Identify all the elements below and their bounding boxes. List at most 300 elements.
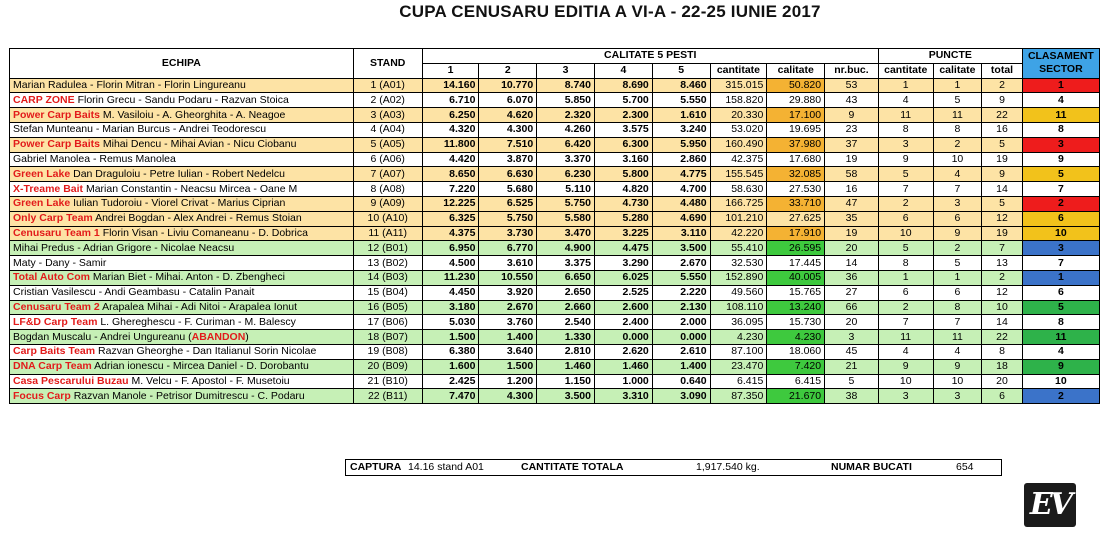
points-calitate-cell: 10 <box>933 152 982 167</box>
table-row <box>10 359 1100 374</box>
subheader-cell: calitate <box>767 63 825 78</box>
cantitate-cell: 166.725 <box>710 196 767 211</box>
fish-weight-cell: 2.810 <box>537 344 595 359</box>
fish-weight-cell: 2.670 <box>479 300 537 315</box>
page-title: CUPA CENUSARU EDITIA A VI-A - 22-25 IUNIE 2017 <box>399 2 821 21</box>
points-cantitate-cell: 6 <box>878 211 933 226</box>
nr-buc-cell: 19 <box>825 226 879 241</box>
team-cell <box>10 211 354 226</box>
cantitate-cell: 42.220 <box>710 226 767 241</box>
points-total-cell: 12 <box>982 285 1023 300</box>
team-cell <box>10 167 354 182</box>
fish-weight-cell: 2.320 <box>537 108 595 123</box>
stand-cell: 1 (A01) <box>353 78 422 93</box>
table-row <box>10 196 1100 211</box>
calitate-cell: 29.880 <box>767 93 825 108</box>
table-row <box>10 182 1100 197</box>
fish-weight-cell: 3.470 <box>537 226 595 241</box>
fish-weight-cell: 3.180 <box>422 300 479 315</box>
calitate-cell: 21.670 <box>767 389 825 404</box>
header-echipa: ECHIPA <box>10 49 354 79</box>
calitate-cell: 17.910 <box>767 226 825 241</box>
fish-weight-cell: 8.460 <box>652 78 710 93</box>
cantitate-cell: 23.470 <box>710 359 767 374</box>
points-calitate-cell: 1 <box>933 78 982 93</box>
fish-weight-cell: 14.160 <box>422 78 479 93</box>
team-members: Gabriel Manolea - Remus Manolea <box>13 152 176 165</box>
team-brand: Casa Pescarului Buzau <box>13 374 129 387</box>
rank-badge: 5 <box>1022 300 1099 315</box>
team-members: Andrei Bogdan - Alex Andrei - Remus Stoian <box>95 212 302 225</box>
team-members: L. Ghereghescu - F. Curiman - M. Balescy <box>100 315 296 328</box>
fish-weight-cell: 3.870 <box>479 152 537 167</box>
points-total-cell: 20 <box>982 374 1023 389</box>
cantitate-cell: 108.110 <box>710 300 767 315</box>
team-members: Florin Grecu - Sandu Podaru - Razvan Stoica <box>77 93 289 106</box>
fish-weight-cell: 1.610 <box>652 108 710 123</box>
header-clasament-line2: SECTOR <box>1039 63 1083 76</box>
stand-cell: 22 (B11) <box>353 389 422 404</box>
points-calitate-cell: 8 <box>933 300 982 315</box>
calitate-cell: 17.680 <box>767 152 825 167</box>
calitate-cell: 37.980 <box>767 137 825 152</box>
fish-weight-cell: 4.730 <box>594 196 652 211</box>
points-total-cell: 14 <box>982 315 1023 330</box>
nr-buc-cell: 58 <box>825 167 879 182</box>
fish-weight-cell: 3.090 <box>652 389 710 404</box>
points-cantitate-cell: 11 <box>878 108 933 123</box>
calitate-cell: 6.415 <box>767 374 825 389</box>
team-brand: X-Treame Bait <box>13 182 84 195</box>
header-stand: STAND <box>353 49 422 79</box>
fish-weight-cell: 3.920 <box>479 285 537 300</box>
rank-badge: 3 <box>1022 137 1099 152</box>
rank-badge: 4 <box>1022 93 1099 108</box>
team-brand: Cenusaru Team 1 <box>13 226 100 239</box>
fish-weight-cell: 2.660 <box>537 300 595 315</box>
nr-buc-cell: 20 <box>825 241 879 256</box>
nr-buc-cell: 35 <box>825 211 879 226</box>
cantitate-cell: 101.210 <box>710 211 767 226</box>
points-cantitate-cell: 10 <box>878 374 933 389</box>
fish-weight-cell: 11.800 <box>422 137 479 152</box>
nr-buc-cell: 27 <box>825 285 879 300</box>
rank-badge: 11 <box>1022 108 1099 123</box>
points-calitate-cell: 5 <box>933 256 982 271</box>
fish-weight-cell: 3.370 <box>537 152 595 167</box>
abandon-label: ABANDON <box>191 330 246 343</box>
table-row <box>10 374 1100 389</box>
fish-weight-cell: 3.640 <box>479 344 537 359</box>
points-total-cell: 22 <box>982 108 1023 123</box>
nr-buc-cell: 3 <box>825 330 879 345</box>
team-brand: Cenusaru Team 2 <box>13 300 100 313</box>
table-row <box>10 300 1100 315</box>
stand-cell: 20 (B09) <box>353 359 422 374</box>
team-cell <box>10 226 354 241</box>
fish-weight-cell: 4.480 <box>652 196 710 211</box>
table-row <box>10 137 1100 152</box>
results-table <box>9 48 1100 404</box>
team-cell <box>10 122 354 137</box>
team-brand: Power Carp Baits <box>13 108 100 121</box>
points-calitate-cell: 5 <box>933 93 982 108</box>
team-brand: LF&D Carp Team <box>13 315 98 328</box>
table-row <box>10 122 1100 137</box>
rank-badge: 1 <box>1022 270 1099 285</box>
team-members-end: ) <box>245 330 249 343</box>
fish-weight-cell: 4.900 <box>537 241 595 256</box>
points-calitate-cell: 9 <box>933 359 982 374</box>
subheader-cell: cantitate <box>710 63 767 78</box>
fish-weight-cell: 6.070 <box>479 93 537 108</box>
table-row <box>10 344 1100 359</box>
team-cell <box>10 330 354 345</box>
subheader-cell: 3 <box>537 63 595 78</box>
nr-buc-cell: 38 <box>825 389 879 404</box>
points-cantitate-cell: 4 <box>878 93 933 108</box>
team-cell <box>10 389 354 404</box>
table-row <box>10 315 1100 330</box>
team-cell <box>10 241 354 256</box>
header-clasament-sector <box>1022 49 1099 79</box>
count-value: 654 <box>956 461 974 473</box>
rank-badge: 5 <box>1022 167 1099 182</box>
stand-cell: 8 (A08) <box>353 182 422 197</box>
table-row <box>10 152 1100 167</box>
fish-weight-cell: 5.950 <box>652 137 710 152</box>
fish-weight-cell: 6.230 <box>537 167 595 182</box>
fish-weight-cell: 6.525 <box>479 196 537 211</box>
fish-weight-cell: 3.225 <box>594 226 652 241</box>
nr-buc-cell: 66 <box>825 300 879 315</box>
fish-weight-cell: 5.800 <box>594 167 652 182</box>
fish-weight-cell: 4.820 <box>594 182 652 197</box>
fish-weight-cell: 7.510 <box>479 137 537 152</box>
team-brand: Carp Baits Team <box>13 345 96 358</box>
calitate-cell: 50.820 <box>767 78 825 93</box>
points-cantitate-cell: 11 <box>878 330 933 345</box>
points-cantitate-cell: 2 <box>878 196 933 211</box>
calitate-cell: 40.005 <box>767 270 825 285</box>
fish-weight-cell: 2.300 <box>594 108 652 123</box>
fish-weight-cell: 1.400 <box>652 359 710 374</box>
points-cantitate-cell: 1 <box>878 78 933 93</box>
points-calitate-cell: 7 <box>933 315 982 330</box>
header-calitate-group: CALITATE 5 PESTI <box>422 49 878 64</box>
fish-weight-cell: 3.610 <box>479 256 537 271</box>
fish-weight-cell: 5.280 <box>594 211 652 226</box>
fish-weight-cell: 2.000 <box>652 315 710 330</box>
stand-cell: 10 (A10) <box>353 211 422 226</box>
rank-badge: 1 <box>1022 78 1099 93</box>
team-members: Razvan Gheorghe - Dan Italianul Sorin Nicolae <box>98 345 317 358</box>
team-cell <box>10 359 354 374</box>
points-total-cell: 18 <box>982 359 1023 374</box>
fish-weight-cell: 5.550 <box>652 93 710 108</box>
fish-weight-cell: 4.775 <box>652 167 710 182</box>
team-cell <box>10 256 354 271</box>
fish-weight-cell: 4.700 <box>652 182 710 197</box>
calitate-cell: 32.085 <box>767 167 825 182</box>
calitate-cell: 27.625 <box>767 211 825 226</box>
calitate-cell: 27.530 <box>767 182 825 197</box>
fish-weight-cell: 5.850 <box>537 93 595 108</box>
fish-weight-cell: 3.160 <box>594 152 652 167</box>
ev-logo-text: EV <box>1029 487 1071 522</box>
calitate-cell: 13.240 <box>767 300 825 315</box>
nr-buc-cell: 5 <box>825 374 879 389</box>
captura-label: CAPTURA <box>350 461 402 473</box>
fish-weight-cell: 3.500 <box>652 241 710 256</box>
points-total-cell: 19 <box>982 226 1023 241</box>
team-brand: DNA Carp Team <box>13 360 92 373</box>
rank-badge: 11 <box>1022 330 1099 345</box>
team-members: Iulian Tudoroiu - Viorel Crivat - Marius Ciprian <box>73 197 286 210</box>
stand-cell: 4 (A04) <box>353 122 422 137</box>
fish-weight-cell: 7.470 <box>422 389 479 404</box>
nr-buc-cell: 37 <box>825 137 879 152</box>
team-cell <box>10 300 354 315</box>
points-total-cell: 22 <box>982 330 1023 345</box>
points-total-cell: 14 <box>982 182 1023 197</box>
fish-weight-cell: 6.650 <box>537 270 595 285</box>
fish-weight-cell: 3.730 <box>479 226 537 241</box>
cantitate-cell: 87.100 <box>710 344 767 359</box>
calitate-cell: 15.765 <box>767 285 825 300</box>
team-members: Mihai Predus - Adrian Grigore - Nicolae Neacsu <box>13 241 235 254</box>
team-cell <box>10 196 354 211</box>
team-members: Mihai Dencu - Mihai Avian - Nicu Ciobanu <box>102 138 297 151</box>
fish-weight-cell: 0.000 <box>594 330 652 345</box>
cantitate-cell: 58.630 <box>710 182 767 197</box>
points-total-cell: 9 <box>982 93 1023 108</box>
team-cell <box>10 93 354 108</box>
nr-buc-cell: 21 <box>825 359 879 374</box>
team-members: M. Velcu - F. Apostol - F. Musetoiu <box>131 374 290 387</box>
stand-cell: 2 (A02) <box>353 93 422 108</box>
rank-badge: 7 <box>1022 256 1099 271</box>
points-total-cell: 6 <box>982 389 1023 404</box>
fish-weight-cell: 2.400 <box>594 315 652 330</box>
fish-weight-cell: 3.760 <box>479 315 537 330</box>
points-calitate-cell: 3 <box>933 196 982 211</box>
stand-cell: 14 (B03) <box>353 270 422 285</box>
points-cantitate-cell: 3 <box>878 389 933 404</box>
points-cantitate-cell: 5 <box>878 167 933 182</box>
stand-cell: 9 (A09) <box>353 196 422 211</box>
team-cell <box>10 285 354 300</box>
cantitate-cell: 160.490 <box>710 137 767 152</box>
fish-weight-cell: 6.630 <box>479 167 537 182</box>
fish-weight-cell: 2.610 <box>652 344 710 359</box>
rank-badge: 10 <box>1022 226 1099 241</box>
cantitate-cell: 36.095 <box>710 315 767 330</box>
calitate-cell: 26.595 <box>767 241 825 256</box>
points-calitate-cell: 6 <box>933 285 982 300</box>
team-members: Bogdan Muscalu - Andrei Ungureanu ( <box>13 330 192 343</box>
stand-cell: 3 (A03) <box>353 108 422 123</box>
cantitate-cell: 42.375 <box>710 152 767 167</box>
team-cell <box>10 152 354 167</box>
calitate-cell: 15.730 <box>767 315 825 330</box>
fish-weight-cell: 4.300 <box>479 389 537 404</box>
points-total-cell: 5 <box>982 196 1023 211</box>
rank-badge: 6 <box>1022 285 1099 300</box>
ev-logo <box>1024 483 1076 527</box>
fish-weight-cell: 2.525 <box>594 285 652 300</box>
fish-weight-cell: 10.550 <box>479 270 537 285</box>
team-members: Dan Draguloiu - Petre Iulian - Robert Nedelcu <box>73 167 285 180</box>
team-brand: Only Carp Team <box>13 212 93 225</box>
nr-buc-cell: 53 <box>825 78 879 93</box>
fish-weight-cell: 8.650 <box>422 167 479 182</box>
fish-weight-cell: 2.130 <box>652 300 710 315</box>
table-row <box>10 167 1100 182</box>
table-row <box>10 211 1100 226</box>
rank-badge: 8 <box>1022 315 1099 330</box>
stand-cell: 17 (B06) <box>353 315 422 330</box>
fish-weight-cell: 1.460 <box>594 359 652 374</box>
table-row <box>10 270 1100 285</box>
total-label: CANTITATE TOTALA <box>521 461 624 473</box>
nr-buc-cell: 23 <box>825 122 879 137</box>
fish-weight-cell: 2.620 <box>594 344 652 359</box>
subheader-cell: 4 <box>594 63 652 78</box>
points-calitate-cell: 2 <box>933 241 982 256</box>
subheader-cell: cantitate <box>878 63 933 78</box>
points-calitate-cell: 11 <box>933 108 982 123</box>
points-total-cell: 2 <box>982 78 1023 93</box>
stand-cell: 5 (A05) <box>353 137 422 152</box>
points-cantitate-cell: 6 <box>878 285 933 300</box>
fish-weight-cell: 1.200 <box>479 374 537 389</box>
calitate-cell: 18.060 <box>767 344 825 359</box>
subheader-cell: 2 <box>479 63 537 78</box>
nr-buc-cell: 9 <box>825 108 879 123</box>
fish-weight-cell: 4.375 <box>422 226 479 241</box>
fish-weight-cell: 1.150 <box>537 374 595 389</box>
table-row <box>10 108 1100 123</box>
nr-buc-cell: 36 <box>825 270 879 285</box>
team-brand: Focus Carp <box>13 389 71 402</box>
fish-weight-cell: 3.375 <box>537 256 595 271</box>
cantitate-cell: 158.820 <box>710 93 767 108</box>
cantitate-cell: 315.015 <box>710 78 767 93</box>
points-calitate-cell: 4 <box>933 167 982 182</box>
points-cantitate-cell: 7 <box>878 182 933 197</box>
fish-weight-cell: 1.330 <box>537 330 595 345</box>
fish-weight-cell: 5.750 <box>537 196 595 211</box>
rank-badge: 10 <box>1022 374 1099 389</box>
team-brand: CARP ZONE <box>13 93 75 106</box>
points-total-cell: 9 <box>982 167 1023 182</box>
points-cantitate-cell: 2 <box>878 300 933 315</box>
stand-cell: 6 (A06) <box>353 152 422 167</box>
fish-weight-cell: 6.250 <box>422 108 479 123</box>
points-cantitate-cell: 5 <box>878 241 933 256</box>
stand-cell: 18 (B07) <box>353 330 422 345</box>
points-total-cell: 13 <box>982 256 1023 271</box>
rank-badge: 2 <box>1022 196 1099 211</box>
fish-weight-cell: 8.740 <box>537 78 595 93</box>
fish-weight-cell: 12.225 <box>422 196 479 211</box>
stand-cell: 16 (B05) <box>353 300 422 315</box>
team-cell <box>10 182 354 197</box>
rank-badge: 6 <box>1022 211 1099 226</box>
calitate-cell: 17.100 <box>767 108 825 123</box>
stand-cell: 19 (B08) <box>353 344 422 359</box>
cantitate-cell: 155.545 <box>710 167 767 182</box>
team-members: Adrian ionescu - Mircea Daniel - D. Dorobantu <box>94 360 309 373</box>
fish-weight-cell: 5.750 <box>479 211 537 226</box>
fish-weight-cell: 6.325 <box>422 211 479 226</box>
rank-badge: 7 <box>1022 182 1099 197</box>
cantitate-cell: 6.415 <box>710 374 767 389</box>
cantitate-cell: 55.410 <box>710 241 767 256</box>
table-row <box>10 241 1100 256</box>
points-calitate-cell: 1 <box>933 270 982 285</box>
cantitate-cell: 152.890 <box>710 270 767 285</box>
fish-weight-cell: 4.300 <box>479 122 537 137</box>
table-body <box>10 78 1100 404</box>
rank-badge: 8 <box>1022 122 1099 137</box>
fish-weight-cell: 2.670 <box>652 256 710 271</box>
fish-weight-cell: 4.500 <box>422 256 479 271</box>
team-members: Razvan Manole - Petrisor Dumitrescu - C. Podaru <box>73 389 305 402</box>
fish-weight-cell: 2.425 <box>422 374 479 389</box>
fish-weight-cell: 8.690 <box>594 78 652 93</box>
points-total-cell: 5 <box>982 137 1023 152</box>
fish-weight-cell: 4.475 <box>594 241 652 256</box>
points-calitate-cell: 4 <box>933 344 982 359</box>
team-cell <box>10 344 354 359</box>
fish-weight-cell: 0.640 <box>652 374 710 389</box>
points-total-cell: 10 <box>982 300 1023 315</box>
fish-weight-cell: 4.450 <box>422 285 479 300</box>
fish-weight-cell: 5.580 <box>537 211 595 226</box>
points-cantitate-cell: 8 <box>878 122 933 137</box>
subheader-cell: 1 <box>422 63 479 78</box>
team-members: Marian Constantin - Neacsu Mircea - Oane M <box>85 182 298 195</box>
table-row <box>10 285 1100 300</box>
count-label: NUMAR BUCATI <box>831 461 912 473</box>
fish-weight-cell: 6.710 <box>422 93 479 108</box>
rank-badge: 2 <box>1022 389 1099 404</box>
team-members: Marian Radulea - Florin Mitran - Florin Lingureanu <box>13 78 246 91</box>
stand-cell: 13 (B02) <box>353 256 422 271</box>
fish-weight-cell: 2.600 <box>594 300 652 315</box>
fish-weight-cell: 4.320 <box>422 122 479 137</box>
team-brand: Power Carp Baits <box>13 138 100 151</box>
fish-weight-cell: 1.600 <box>422 359 479 374</box>
nr-buc-cell: 20 <box>825 315 879 330</box>
team-cell <box>10 137 354 152</box>
team-brand: Total Auto Com <box>13 271 90 284</box>
summary-bar <box>345 459 1002 476</box>
subheader-cell: calitate <box>933 63 982 78</box>
cantitate-cell: 53.020 <box>710 122 767 137</box>
table-row <box>10 389 1100 404</box>
fish-weight-cell: 1.500 <box>422 330 479 345</box>
team-cell <box>10 108 354 123</box>
points-total-cell: 2 <box>982 270 1023 285</box>
nr-buc-cell: 16 <box>825 182 879 197</box>
stand-cell: 11 (A11) <box>353 226 422 241</box>
table-row <box>10 226 1100 241</box>
fish-weight-cell: 6.380 <box>422 344 479 359</box>
cantitate-cell: 87.350 <box>710 389 767 404</box>
